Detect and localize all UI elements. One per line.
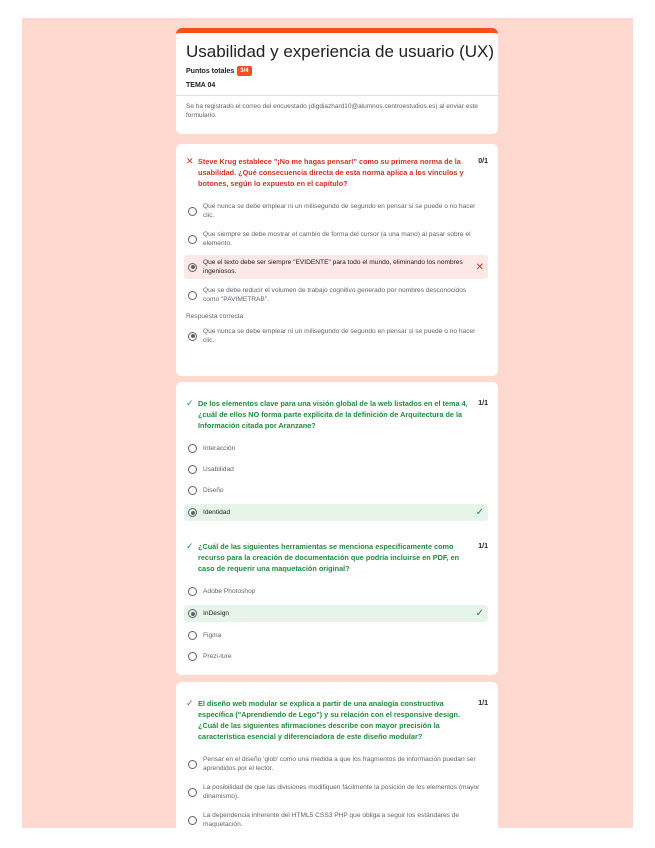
question-points: 1/1 xyxy=(478,700,488,707)
option[interactable] xyxy=(184,649,488,664)
option[interactable] xyxy=(184,584,488,599)
option[interactable] xyxy=(184,227,488,251)
question-points: 1/1 xyxy=(478,543,488,550)
check-icon: ✓ xyxy=(186,541,194,551)
option-label: Adobe Photoshop xyxy=(203,588,256,595)
radio-button[interactable] xyxy=(188,486,197,495)
option-label: Diseño xyxy=(203,487,224,494)
score-label: Puntos totales xyxy=(186,67,235,75)
option-label: Que el texto debe ser siempre "EVIDENTE" para todo el mundo, eliminando los nombres ingeniosos. xyxy=(203,259,463,275)
email-note: Se ha registrado el correo del encuestado (digdiazhard10@alumnos.centroestudios.es) al enviar este formulario. xyxy=(186,103,479,119)
option-label: La dependencia inherente del HTML5 CSS3 PHP que obliga a seguir los estándares de maquetación. xyxy=(203,812,460,828)
score-badge: 3/4 xyxy=(237,66,251,76)
check-icon: ✓ xyxy=(475,507,484,518)
option-selected-right[interactable] xyxy=(184,504,488,521)
radio-button[interactable] xyxy=(188,631,197,640)
option-selected-wrong[interactable] xyxy=(184,255,488,279)
question-points: 0/1 xyxy=(478,158,488,165)
option-label: La posibilidad de que las divisiones modifiquen fácilmente la posición de los elementos (mayor dinamismo). xyxy=(203,784,480,800)
option-selected-right[interactable] xyxy=(184,605,488,622)
question-card-3 xyxy=(176,525,498,675)
question-text: De los elementos clave para una visión global de la web listados en el tema 4, ¿cuál de ellos NO forma parte explícita de la definición de Arquitectura de la Información citada por Aranzane? xyxy=(198,399,468,430)
x-icon: ✕ xyxy=(186,156,194,166)
option-label: Identidad xyxy=(203,509,231,516)
option-label: Pensar en el diseño 'glob' como una medida a que los fragmentos de información puedan ser aprendidos por el lector. xyxy=(203,756,476,772)
option-label: Que se debe reducir el volumen de trabajo cognitivo generado por nombres desconocidos como "PAVIMETRAB". xyxy=(203,287,467,303)
option-label: Que siempre se debe mostrar el cambio de forma del cursor (a una mano) al pasar sobre el elemento. xyxy=(203,231,471,247)
option-label: Que nunca se debe emplear ni un milisegundo de segundo en pensar si se puede o no hacer clic. xyxy=(203,203,476,219)
question-card-2 xyxy=(176,382,498,536)
radio-button-checked[interactable] xyxy=(188,508,197,517)
correct-answer-label: Respuesta correcta xyxy=(186,313,244,320)
option-label: InDesign xyxy=(203,610,230,617)
question-card-1 xyxy=(176,144,498,376)
question-1 xyxy=(186,156,488,348)
radio-button[interactable] xyxy=(188,235,197,244)
radio-button-checked xyxy=(188,332,197,341)
form-header-card xyxy=(176,28,498,134)
form-background xyxy=(22,18,633,828)
radio-button[interactable] xyxy=(188,788,197,797)
radio-button[interactable] xyxy=(188,760,197,769)
radio-button[interactable] xyxy=(188,587,197,596)
option[interactable] xyxy=(184,199,488,223)
option[interactable] xyxy=(184,441,488,456)
option[interactable] xyxy=(184,808,488,828)
tema-label: TEMA 04 xyxy=(186,82,216,89)
option[interactable] xyxy=(184,483,488,498)
option-label: Interacción xyxy=(203,445,236,452)
option-label: Prezi-ture xyxy=(203,653,232,660)
question-4 xyxy=(186,698,488,828)
check-icon: ✓ xyxy=(475,608,484,619)
option[interactable] xyxy=(184,628,488,643)
radio-button[interactable] xyxy=(188,816,197,825)
question-text: Steve Krug establece "¡No me hagas pensar!" como su primera norma de la usabilidad. ¿Qué consecuencia directa de esta norma aplica a los vínculos y botones, según lo expuesto en el capítulo? xyxy=(198,157,464,188)
radio-button-checked[interactable] xyxy=(188,263,197,272)
score-row xyxy=(186,66,488,76)
radio-button[interactable] xyxy=(188,652,197,661)
option-label: Que nunca se debe emplear ni un milisegundo de segundo en pensar si se puede o no hacer clic. xyxy=(203,328,476,344)
option[interactable] xyxy=(184,283,488,307)
check-icon: ✓ xyxy=(186,398,194,408)
question-2 xyxy=(186,398,488,521)
option[interactable] xyxy=(184,780,488,804)
question-card-4 xyxy=(176,682,498,828)
radio-button[interactable] xyxy=(188,444,197,453)
question-3 xyxy=(186,541,488,664)
option-label: Usabilidad xyxy=(203,466,234,473)
question-text: ¿Cuál de las siguientes herramientas se menciona específicamente como recurso para la creación de documentación que podría incluirse en PDF, en caso de requerir una maquetación original? xyxy=(198,542,460,573)
radio-button[interactable] xyxy=(188,291,197,300)
option[interactable] xyxy=(184,752,488,776)
radio-button[interactable] xyxy=(188,465,197,474)
x-icon: ✕ xyxy=(475,261,484,273)
question-points: 1/1 xyxy=(478,400,488,407)
form-title: Usabilidad y experiencia de usuario (UX) xyxy=(186,42,495,61)
header-divider xyxy=(176,95,498,96)
option[interactable] xyxy=(184,462,488,477)
radio-button[interactable] xyxy=(188,207,197,216)
question-text: El diseño web modular se explica a partir de una analogía constructiva específica ("Aprendiendo de Lego") y su relación con el responsive design. ¿Cuál de las siguientes afirmaciones describe con mayor precisión la característica esencial y diferenciadora de este diseño modular? xyxy=(198,699,460,741)
option-label: Figma xyxy=(203,632,222,639)
correct-answer-option xyxy=(184,324,488,348)
radio-button-checked[interactable] xyxy=(188,609,197,618)
check-icon: ✓ xyxy=(186,698,194,708)
